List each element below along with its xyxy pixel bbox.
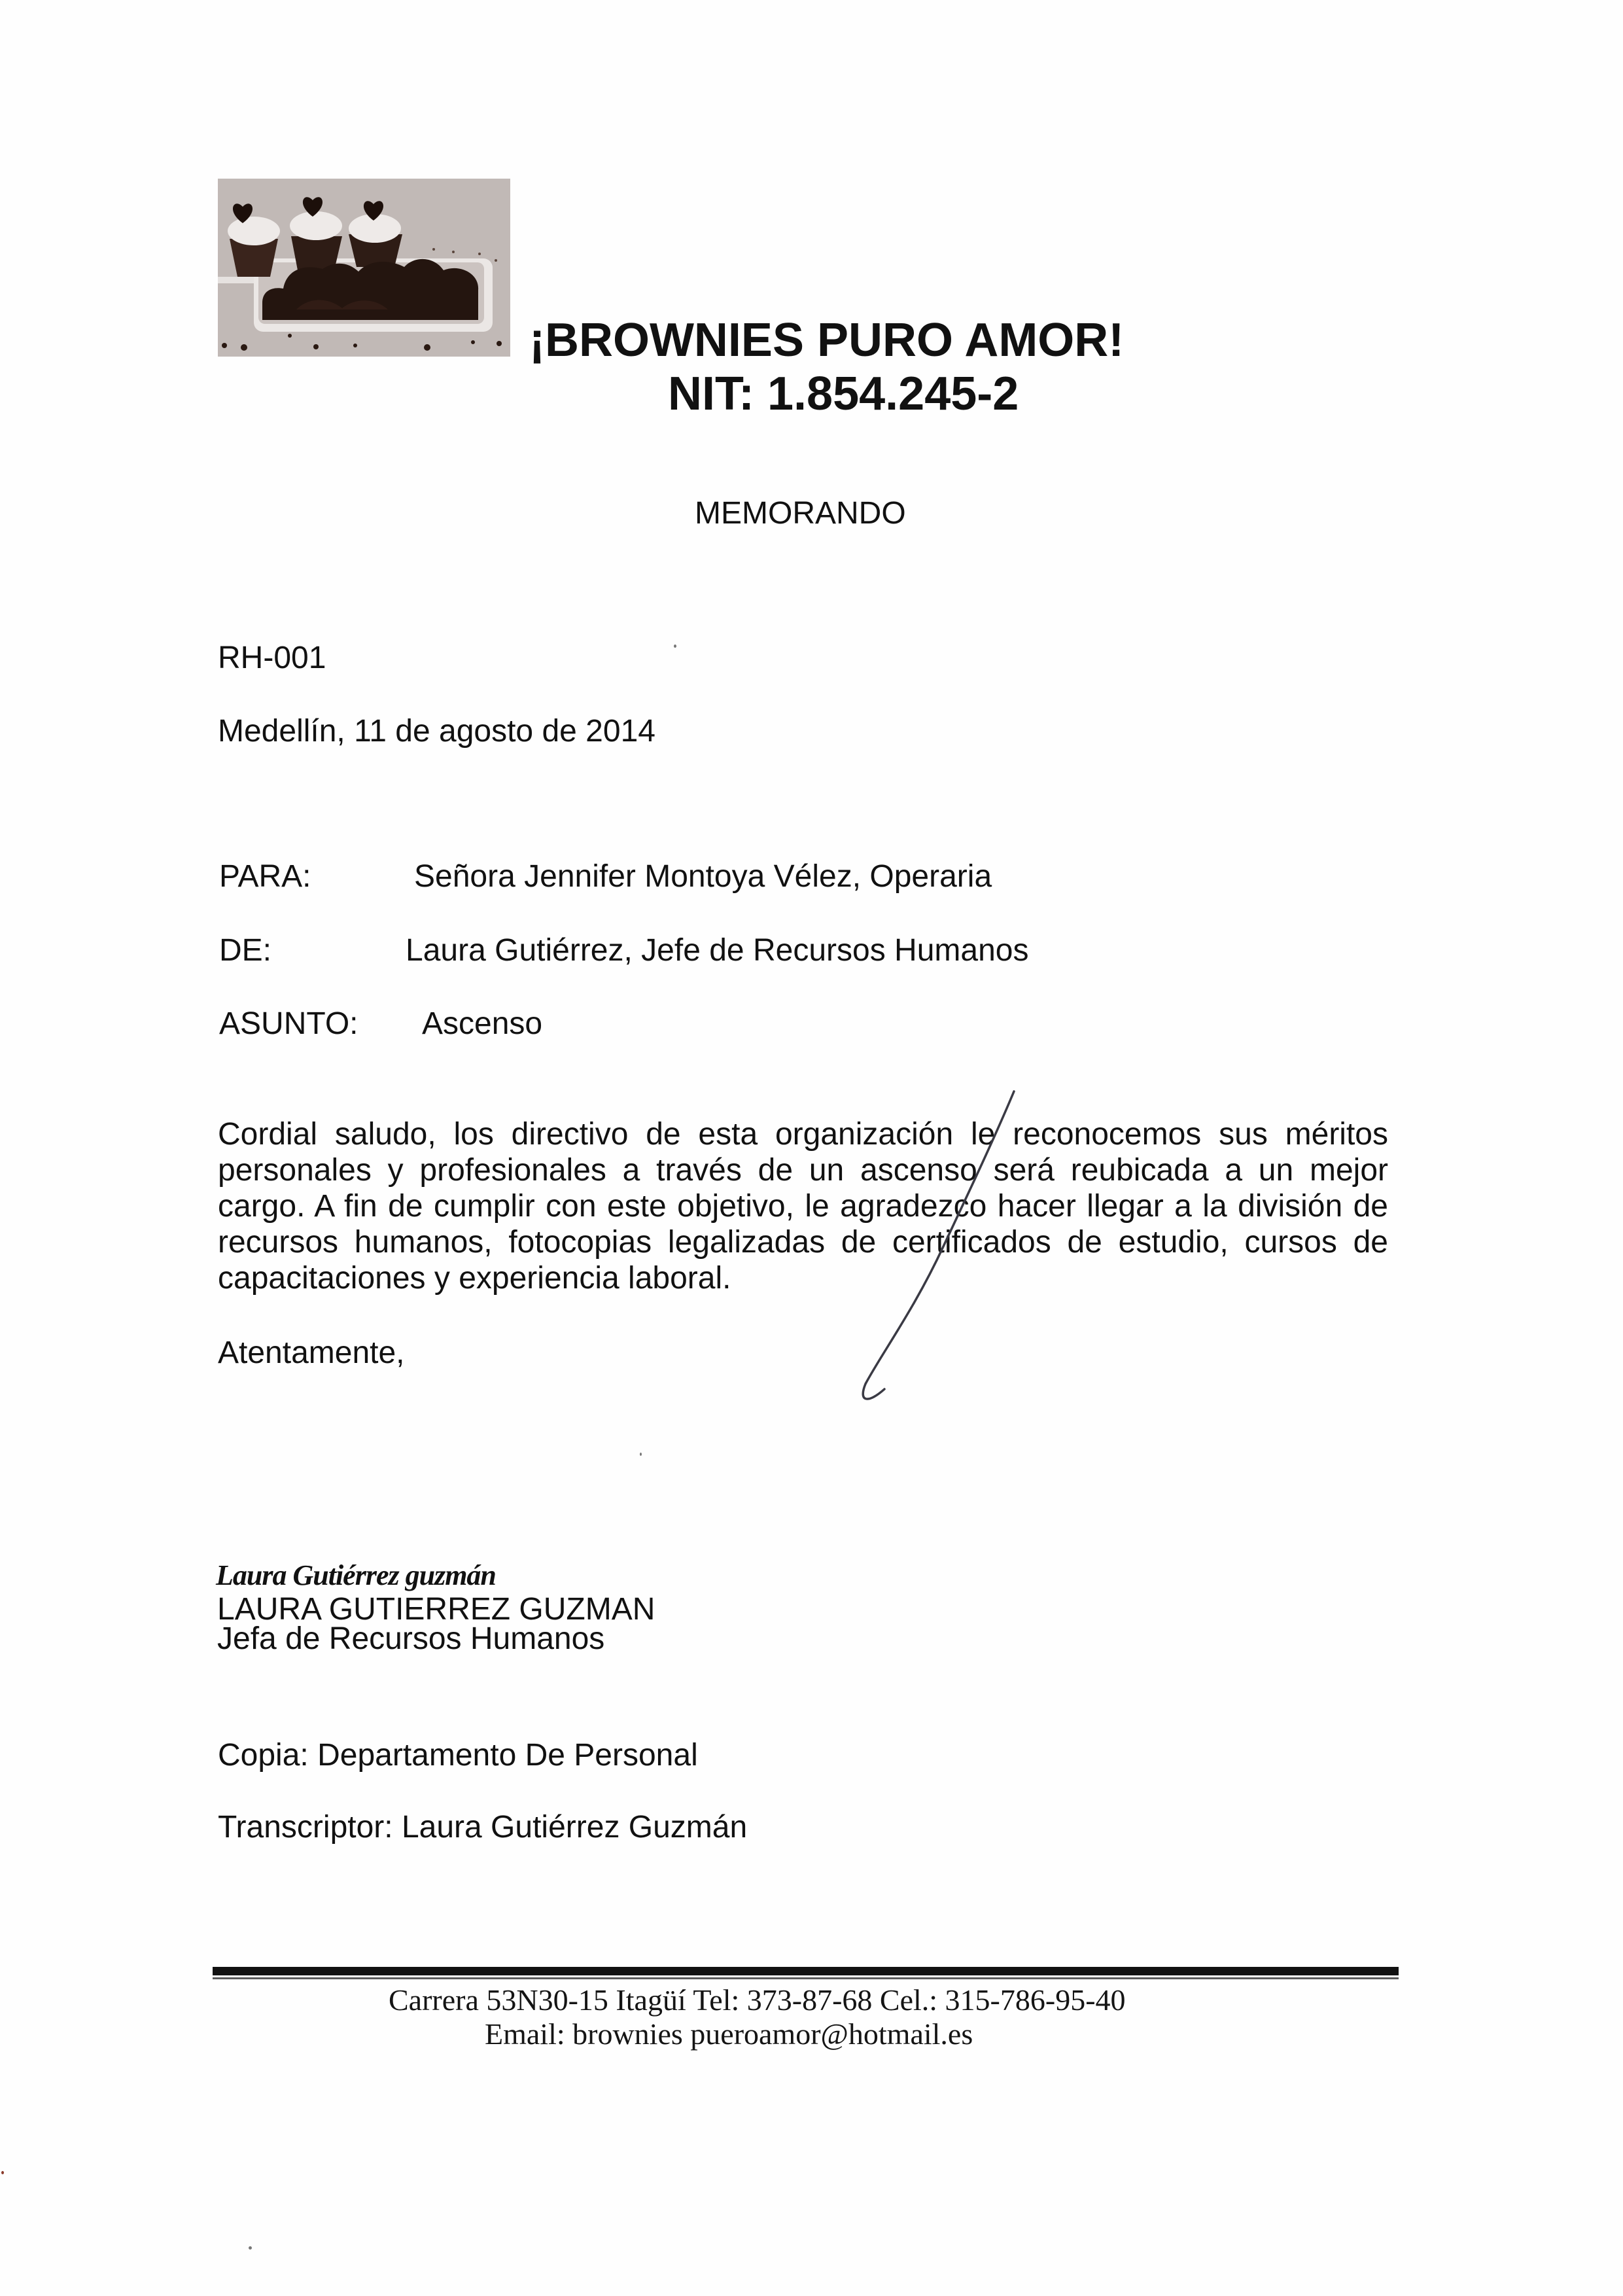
signer-name: LAURA GUTIERREZ GUZMAN xyxy=(217,1592,655,1627)
body-line: personales y profesionales a través de un ascenso será reubicada a un mejor xyxy=(218,1153,1388,1188)
field-value: Ascenso xyxy=(422,1006,543,1041)
place-date: Medellín, 11 de agosto de 2014 xyxy=(218,714,655,749)
signature-script: Laura Gutiérrez guzmán xyxy=(216,1559,496,1591)
body-line: capacitaciones y experiencia laboral. xyxy=(218,1261,731,1296)
footer-address: Carrera 53N30-15 Itagüí Tel: 373-87-68 Cel.: 315-786-95-40 xyxy=(389,1983,1126,2017)
field-label: ASUNTO: xyxy=(219,1006,358,1041)
field-value: Señora Jennifer Montoya Vélez, Operaria xyxy=(414,859,992,894)
field-label: PARA: xyxy=(219,859,311,894)
footer-rule-thin xyxy=(213,1977,1399,1979)
scan-speck xyxy=(640,1453,642,1456)
body-line: recursos humanos, fotocopias legalizadas de certificados de estudio, cursos de xyxy=(218,1225,1388,1260)
body-line: cargo. A fin de cumplir con este objetivo, le agradezco hacer llegar a la división de xyxy=(218,1189,1388,1224)
body-paragraph xyxy=(218,1116,1388,1296)
company-name: ¡BROWNIES PURO AMOR! xyxy=(529,314,1125,366)
document-code: RH-001 xyxy=(218,641,326,675)
scan-speck xyxy=(249,2246,252,2250)
field-value: Laura Gutiérrez, Jefe de Recursos Humanos xyxy=(406,933,1029,968)
copy-line: Copia: Departamento De Personal xyxy=(218,1738,698,1773)
transcriber-line: Transcriptor: Laura Gutiérrez Guzmán xyxy=(218,1810,748,1845)
scan-speck xyxy=(674,645,676,648)
company-logo-image xyxy=(218,179,510,357)
footer-rule xyxy=(213,1967,1399,1975)
scan-speck xyxy=(1,2171,4,2174)
company-nit: NIT: 1.854.245-2 xyxy=(668,368,1019,420)
closing: Atentamente, xyxy=(218,1335,405,1370)
signer-title: Jefa de Recursos Humanos xyxy=(217,1621,605,1656)
body-line: Cordial saludo, los directivo de esta organización le reconocemos sus méritos xyxy=(218,1117,1388,1152)
field-label: DE: xyxy=(219,933,272,968)
footer-email: Email: brownies pueroamor@hotmail.es xyxy=(485,2017,973,2051)
document-type: MEMORANDO xyxy=(695,496,906,531)
